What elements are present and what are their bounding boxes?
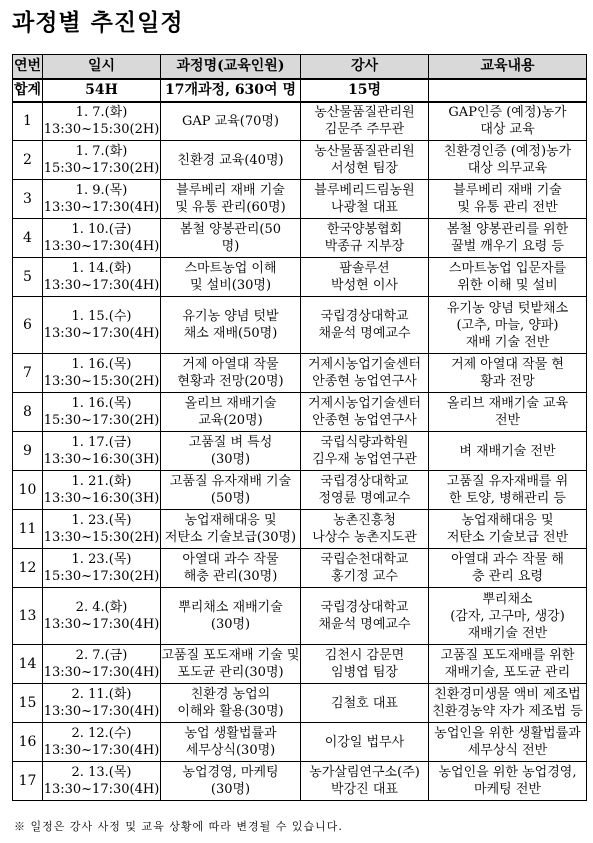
row-number: 11 [13,510,43,549]
row-instructor [301,258,429,297]
row-content [429,510,587,549]
row-datetime [43,141,161,180]
row-content-line: 재배 기술 전반 [465,334,550,350]
row-course-line: 및 설비(30명) [189,278,272,293]
row-course-line: 해충 관리(30명) [183,569,278,584]
row-instructor-line: 안종현 농업연구사 [312,413,417,428]
row-number: 6 [13,297,43,354]
row-datetime [43,297,161,354]
table-row [13,354,587,393]
row-instructor [301,645,429,684]
row-number: 10 [13,471,43,510]
row-content-line: 충 관리 요령 [471,569,544,584]
row-instructor-line: 정영륜 명예교수 [318,491,411,506]
row-content [429,762,587,801]
row-content [429,354,587,393]
row-course-line: 친환경 교육(40명) [177,152,284,168]
row-course-line: 스마트농업 이해 [184,261,277,276]
row-datetime [43,219,161,258]
row-time: 13:30~17:30(4H) [43,617,160,632]
table-row [13,258,587,297]
row-number: 14 [13,645,43,684]
row-content-line: 고품질 유자재배를 위 [446,474,569,489]
row-course-line: 봄철 양봉관리(50 [179,222,282,237]
table-row [13,219,587,258]
row-content-line: 블루베리 재배 기술 [453,183,562,198]
row-date: 1. 21.(화) [71,474,132,489]
row-time: 13:30~17:30(4H) [43,200,160,215]
row-course-line: GAP 교육(70명) [181,113,279,129]
row-number: 12 [13,549,43,588]
row-content [429,588,587,645]
row-course-line: 교육(20명) [198,413,263,428]
row-course [161,471,301,510]
row-instructor-line: 채윤석 명예교수 [318,617,411,632]
row-instructor-line: 국립순천대학교 [320,552,409,567]
row-content-line: 저탄소 기술보급 전반 [446,530,569,545]
row-content-line: 스마트농업 입문자를 [448,261,567,276]
row-content-line: 유기농 양념 텃밭채소 [446,300,569,316]
row-instructor-line: 김우재 농업연구관 [312,452,417,467]
table-row [13,432,587,471]
row-time: 13:30~16:30(3H) [43,452,160,467]
row-course [161,354,301,393]
row-course-line: 농업재해대응 및 [184,513,277,528]
row-content-line: 친환경농약 자가 제조법 등 [432,704,583,719]
row-instructor-line: 팜솔루션 [339,261,390,276]
header-datetime: 일시 [43,55,161,79]
row-date: 2. 13.(목) [71,765,132,780]
row-content-line: 마케팅 전반 [474,782,541,797]
row-instructor [301,354,429,393]
row-course [161,645,301,684]
row-instructor-line: 농산물품질관리원 [314,105,415,121]
total-courses: 17개과정, 630여 명 [161,79,301,102]
row-content [429,393,587,432]
row-content-line: 거제 아열대 작물 현 [451,357,564,372]
row-date: 2. 7.(금) [75,648,128,663]
row-instructor [301,471,429,510]
table-row [13,723,587,762]
row-content-line: 재배기술 전반 [467,625,548,641]
row-content-line: 친환경인증 (예정)농가 [443,144,572,159]
row-number: 17 [13,762,43,801]
footnote: ※ 일정은 강사 사정 및 교육 상황에 따라 변경될 수 있습니다. [14,820,343,833]
row-instructor-line: 국립식량과학원 [320,435,409,450]
row-time: 13:30~15:30(2H) [43,374,160,389]
row-instructor [301,684,429,723]
row-date: 1. 16.(목) [71,357,132,372]
row-content [429,432,587,471]
table-row [13,180,587,219]
row-course [161,723,301,762]
row-course [161,510,301,549]
row-number: 5 [13,258,43,297]
row-instructor-line: 김문주 주무관 [324,122,405,138]
row-content [429,141,587,180]
page-title: 과정별 추진일정 [12,10,184,36]
row-course-line: (30명) [210,617,251,632]
row-instructor [301,141,429,180]
row-instructor-line: 블루베리드림농원 [314,183,415,198]
row-instructor-line: 국립경상대학교 [320,309,409,324]
row-course-line: 및 유통 관리(60명) [175,200,286,215]
row-content [429,471,587,510]
row-course [161,684,301,723]
row-time: 13:30~17:30(4H) [43,239,160,254]
header-no: 연번 [13,55,43,79]
table-row [13,102,587,141]
row-course-line: 고품질 포도재배 기술 및 [161,648,300,663]
row-content-line: 및 유통 관리 전반 [457,200,558,215]
row-instructor-line: 한국양봉협회 [326,222,403,237]
row-datetime [43,684,161,723]
row-course [161,588,301,645]
row-course-line: 채소 재배(50명) [183,326,278,341]
row-instructor [301,432,429,471]
header-course: 과정명(교육인원) [161,55,301,79]
row-course-line: 거제 아열대 작물 [182,357,279,372]
row-content-line: 벼 재배기술 전반 [459,443,556,459]
row-content [429,102,587,141]
row-course [161,549,301,588]
row-instructor-line: 홍기정 교수 [331,569,398,584]
row-instructor [301,588,429,645]
header-instructor: 강사 [301,55,429,79]
row-datetime [43,549,161,588]
row-date: 1. 23.(목) [71,513,132,528]
row-course-line: 농업경영, 마케팅 [182,765,279,780]
row-content-line: 꿀벌 깨우기 요령 등 [451,239,564,254]
row-datetime [43,471,161,510]
row-course-line: 농업 생활법률과 [184,726,277,741]
row-datetime [43,258,161,297]
row-content-line: 황과 전망 [480,374,535,389]
row-instructor-line: 김천시 감문면 [324,648,405,663]
header-content: 교육내용 [429,55,587,79]
row-content [429,723,587,762]
total-time: 54H [43,79,161,102]
row-course [161,297,301,354]
table-row [13,588,587,645]
row-course-line: 블루베리 재배 기술 [176,183,285,198]
row-content-line: 대상 교육 [480,122,535,138]
row-number: 4 [13,219,43,258]
row-content-line: 한 토양, 병해관리 등 [449,491,566,506]
row-content-line: (감자, 고구마, 생강) [450,608,565,624]
row-content-line: 전반 [494,413,521,428]
row-time: 13:30~17:30(4H) [43,665,160,680]
row-date: 1. 14.(화) [71,261,132,276]
row-date: 1. 15.(수) [71,309,132,324]
row-time: 15:30~17:30(2H) [43,161,160,176]
row-instructor-line: 나상수 농촌지도관 [312,530,417,545]
schedule-table [12,54,587,801]
row-date: 1. 10.(금) [71,222,132,237]
row-instructor [301,549,429,588]
row-number: 15 [13,684,43,723]
row-datetime [43,510,161,549]
row-instructor-line: 나광철 대표 [331,200,398,215]
row-time: 13:30~16:30(3H) [43,491,160,506]
total-instructors: 15명 [301,79,429,102]
row-instructor-line: 박성현 이사 [331,278,398,293]
row-content-line: 뿌리채소 [482,591,533,607]
row-content [429,219,587,258]
row-content-line: 봄철 양봉관리를 위한 [446,222,569,237]
row-instructor-line: 거제시농업기술센터 [307,357,422,372]
row-course [161,393,301,432]
row-instructor-line: 농촌진흥청 [333,513,396,528]
row-instructor-line: 농산물품질관리원 [314,144,415,159]
row-instructor [301,297,429,354]
row-date: 1. 7.(화) [75,144,128,159]
row-content-line: 농업재해대응 및 [461,513,554,528]
row-instructor [301,219,429,258]
row-date: 1. 16.(목) [71,396,132,411]
table-row [13,393,587,432]
row-content-line: 농업인을 위한 생활법률과 [434,726,581,741]
row-course [161,258,301,297]
row-datetime [43,588,161,645]
row-instructor-line: 농가살림연구소(주) [309,765,420,780]
row-course-line: (50명) [210,491,251,506]
row-number: 13 [13,588,43,645]
row-content-line: 고품질 포도재배를 위한 [440,648,575,663]
row-instructor-line: 서성현 팀장 [331,161,398,176]
row-content-line: 위한 이해 및 설비 [457,278,558,293]
row-course [161,180,301,219]
row-number: 16 [13,723,43,762]
row-number: 8 [13,393,43,432]
row-content-line: 농업인을 위한 농업경영, [438,765,577,780]
row-course-line: (30명) [210,452,251,467]
row-course-line: 포도균 관리(30명) [177,665,284,680]
row-course-line: 올리브 재배기술 [184,396,277,411]
row-instructor-line: 거제시농업기술센터 [307,396,422,411]
row-time: 13:30~17:30(4H) [43,326,160,341]
row-course-line: 세무상식(30명) [185,743,276,758]
row-instructor [301,102,429,141]
row-course [161,762,301,801]
row-number: 2 [13,141,43,180]
row-content-line: 대상 의무교육 [467,161,548,176]
row-datetime [43,180,161,219]
row-course-line: 친환경 농업의 [190,687,271,702]
row-course [161,219,301,258]
row-content-line: GAP인증 (예정)농가 [448,105,567,121]
table-row [13,762,587,801]
row-number: 1 [13,102,43,141]
header-row [13,55,587,79]
row-content-line: (고추, 마늘, 양파) [456,317,559,333]
row-date: 2. 11.(화) [71,687,132,702]
row-number: 9 [13,432,43,471]
table-row [13,684,587,723]
row-date: 1. 7.(화) [75,105,128,121]
row-course-line: (30명) [210,782,251,797]
row-content [429,180,587,219]
total-row [13,79,587,102]
row-instructor-line: 박종규 지부장 [324,239,405,254]
row-content [429,645,587,684]
row-course [161,141,301,180]
row-course-line: 저탄소 기술보급(30명) [164,530,297,545]
table-row [13,471,587,510]
row-course-line: 명) [221,239,240,254]
row-content [429,549,587,588]
row-course-line: 고품질 유자재배 기술 [169,474,292,489]
row-instructor [301,510,429,549]
row-date: 1. 23.(목) [71,552,132,567]
row-datetime [43,432,161,471]
row-instructor [301,723,429,762]
row-time: 15:30~17:30(2H) [43,569,160,584]
row-course-line: 이해와 활용(30명) [177,704,284,719]
row-time: 13:30~17:30(4H) [43,743,160,758]
row-content-line: 세무상식 전반 [467,743,548,758]
table-row [13,297,587,354]
row-datetime [43,762,161,801]
row-datetime [43,354,161,393]
row-content [429,297,587,354]
row-number: 3 [13,180,43,219]
row-content-line: 친환경미생물 액비 제조법 [434,687,581,702]
row-content-line: 아열대 과수 작물 해 [451,552,564,567]
row-instructor-line: 김철호 대표 [331,695,398,711]
row-time: 13:30~17:30(4H) [43,704,160,719]
row-instructor [301,393,429,432]
total-label: 합계 [13,79,43,102]
row-course-line: 아열대 과수 작물 [182,552,279,567]
row-instructor-line: 국립경상대학교 [320,474,409,489]
row-content-line: 올리브 재배기술 교육 [446,396,569,411]
row-time: 13:30~17:30(4H) [43,782,160,797]
row-instructor-line: 안종현 농업연구사 [312,374,417,389]
row-content-line: 재배기술, 포도균 관리 [444,665,571,680]
row-datetime [43,645,161,684]
row-instructor [301,180,429,219]
row-content [429,258,587,297]
row-number: 7 [13,354,43,393]
row-instructor-line: 박강진 대표 [331,782,398,797]
row-course-line: 고품질 벼 특성 [188,435,273,450]
total-content [429,79,587,102]
row-date: 2. 4.(화) [75,600,128,615]
row-course [161,432,301,471]
table-row [13,549,587,588]
table-row [13,645,587,684]
row-instructor [301,762,429,801]
row-datetime [43,723,161,762]
row-time: 13:30~15:30(2H) [43,530,160,545]
row-instructor-line: 채윤석 명예교수 [318,326,411,341]
row-datetime [43,393,161,432]
row-datetime [43,102,161,141]
row-course-line: 현황과 전망(20명) [177,374,284,389]
row-instructor-line: 이강일 법무사 [324,734,405,750]
row-date: 1. 9.(목) [75,183,128,198]
row-time: 13:30~17:30(4H) [43,278,160,293]
table-row [13,141,587,180]
row-instructor-line: 임병엽 팀장 [331,665,398,680]
row-course [161,102,301,141]
row-course-line: 유기농 양념 텃밭 [182,309,279,324]
row-date: 1. 17.(금) [71,435,132,450]
row-time: 15:30~17:30(2H) [43,413,160,428]
row-time: 13:30~15:30(2H) [43,122,160,138]
row-content [429,684,587,723]
row-date: 2. 12.(수) [71,726,132,741]
row-instructor-line: 국립경상대학교 [320,600,409,615]
row-course-line: 뿌리채소 재배기술 [178,600,283,615]
table-row [13,510,587,549]
